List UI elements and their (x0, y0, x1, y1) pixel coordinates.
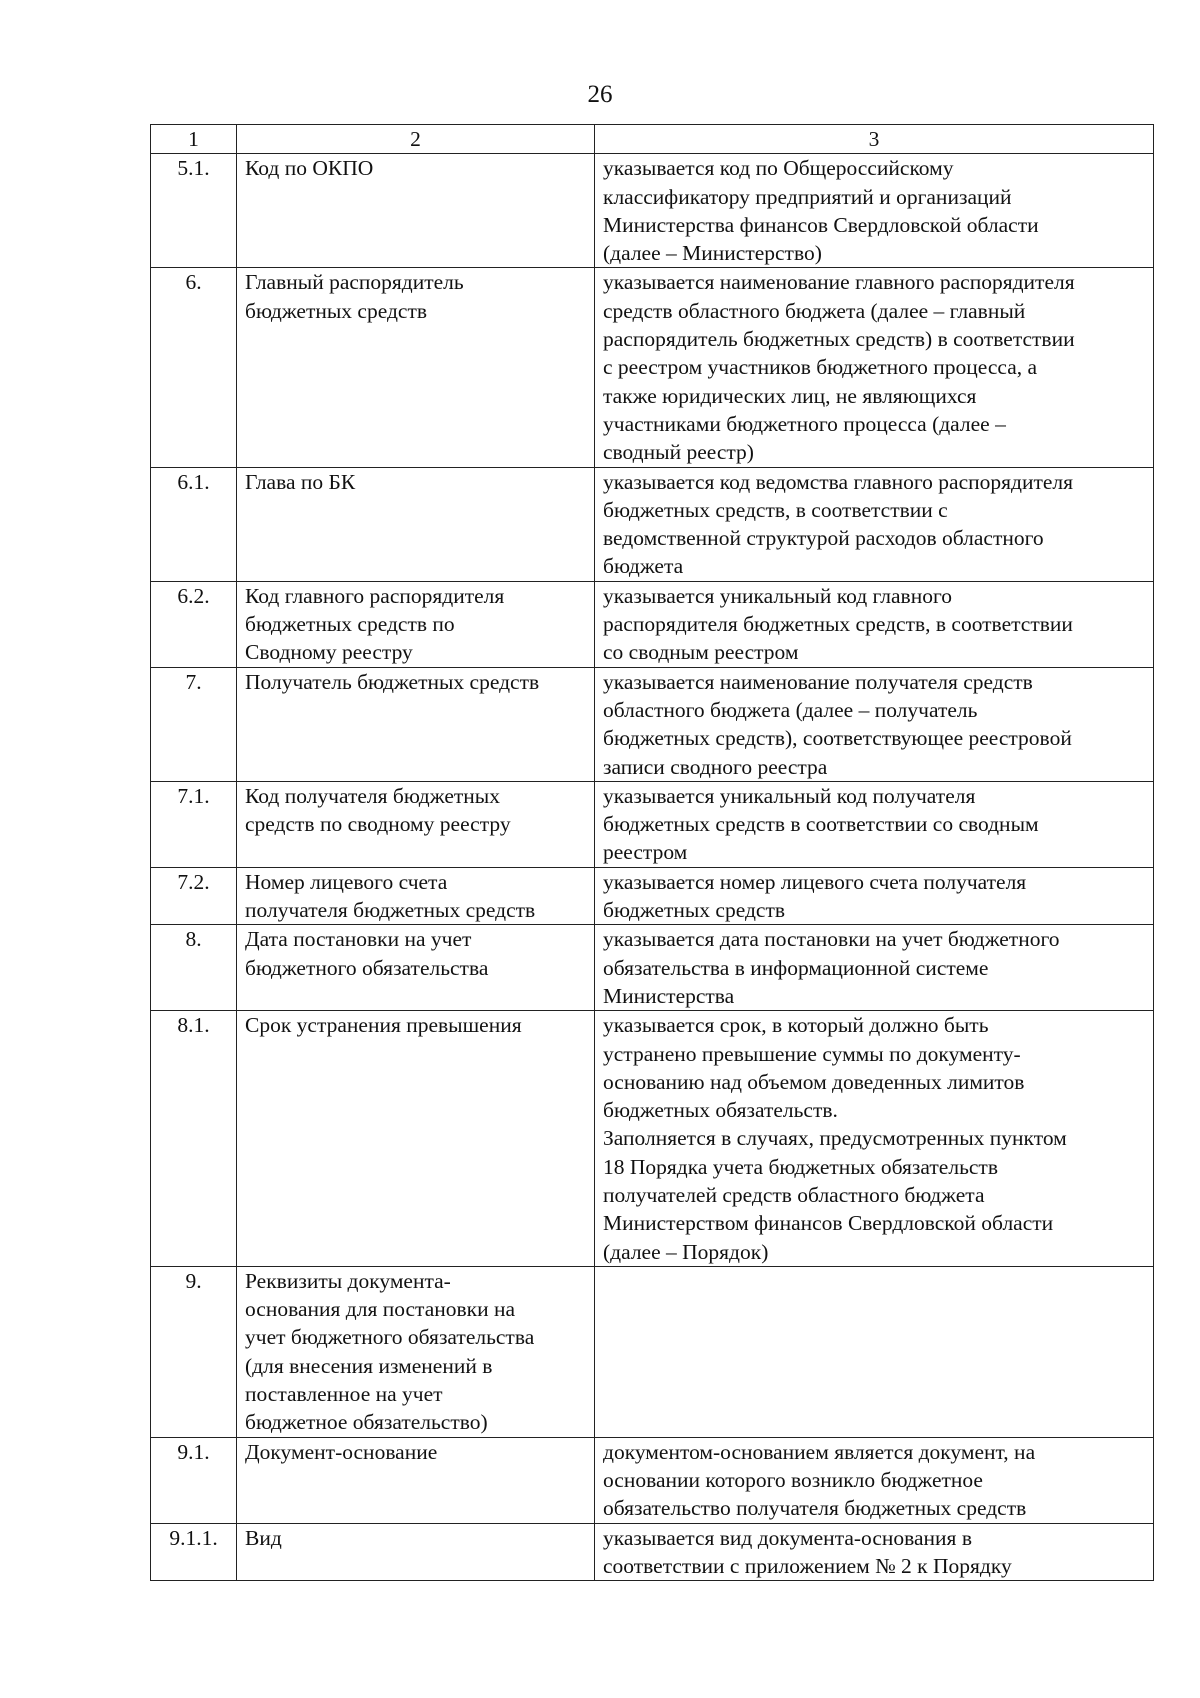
field-name-line: поставленное на учет (245, 1382, 443, 1407)
field-name-line: учет бюджетного обязательства (245, 1325, 535, 1350)
table-row (151, 467, 1154, 581)
table-row (151, 867, 1154, 925)
header-cell-3: 3 (595, 125, 1154, 154)
field-name (237, 1011, 595, 1267)
field-description (595, 781, 1154, 867)
field-description-line: записи сводного реестра (603, 754, 828, 779)
page-number: 26 (587, 81, 613, 108)
field-name-line: Код по ОКПО (245, 156, 374, 181)
field-description-line: (далее – Порядок) (603, 1239, 769, 1264)
field-description-line: указывается уникальный код главного (603, 583, 952, 608)
field-description (595, 1011, 1154, 1267)
field-description-line: соответствии с приложением № 2 к Порядку (603, 1553, 1012, 1578)
requisites-table (150, 124, 1154, 1581)
field-description (595, 867, 1154, 925)
field-description-line: указывается код ведомства главного распорядителя (603, 469, 1074, 494)
row-number: 6.2. (151, 581, 237, 667)
table-row (151, 1523, 1154, 1581)
field-description-line: обязательство получателя бюджетных средств (603, 1496, 1027, 1521)
field-name-line: Глава по БК (245, 469, 356, 494)
field-description-line: ведомственной структурой расходов областного (603, 526, 1044, 551)
table-header-row (151, 125, 1154, 154)
field-name-line: Документ-основание (245, 1439, 438, 1464)
field-description-line: указывается вид документа-основания в (603, 1525, 972, 1550)
field-description (595, 154, 1154, 268)
table-row (151, 925, 1154, 1011)
field-name-line: Номер лицевого счета (245, 869, 448, 894)
field-description-line: сводный реестр) (603, 440, 754, 465)
field-name (237, 581, 595, 667)
field-name (237, 154, 595, 268)
field-description-line: бюджетных обязательств. (603, 1098, 838, 1123)
table-row (151, 581, 1154, 667)
field-description-line: бюджетных средств, в соответствии с (603, 497, 948, 522)
row-number: 7. (151, 667, 237, 781)
header-cell-2: 2 (237, 125, 595, 154)
field-description (595, 1437, 1154, 1523)
table-row (151, 1437, 1154, 1523)
row-number: 6. (151, 268, 237, 467)
table-row (151, 781, 1154, 867)
field-name-line: Код главного распорядителя (245, 583, 505, 608)
field-description (595, 925, 1154, 1011)
row-number: 6.1. (151, 467, 237, 581)
field-description-line: со сводным реестром (603, 640, 799, 665)
field-name-line: средств по сводному реестру (245, 812, 511, 837)
row-number: 9.1.1. (151, 1523, 237, 1581)
field-description (595, 467, 1154, 581)
field-name (237, 925, 595, 1011)
field-description-line: указывается код по Общероссийскому (603, 156, 954, 181)
field-name-line: получателя бюджетных средств (245, 898, 536, 923)
field-description-line: Заполняется в случаях, предусмотренных пунктом (603, 1126, 1067, 1151)
row-number: 8.1. (151, 1011, 237, 1267)
field-name-line: Дата постановки на учет (245, 927, 472, 952)
field-description-line: распорядитель бюджетных средств) в соответствии (603, 327, 1075, 352)
field-name-line: бюджетного обязательства (245, 955, 489, 980)
field-description-line: обязательства в информационной системе (603, 955, 989, 980)
field-description (595, 268, 1154, 467)
field-name-line: Вид (245, 1525, 282, 1550)
row-number: 7.2. (151, 867, 237, 925)
row-number: 8. (151, 925, 237, 1011)
header-cell-1: 1 (151, 125, 237, 154)
field-description-line: (далее – Министерство) (603, 241, 822, 266)
field-description-line: основанию над объемом доведенных лимитов (603, 1069, 1025, 1094)
field-name (237, 1266, 595, 1437)
field-description-line: также юридических лиц, не являющихся (603, 383, 977, 408)
field-name (237, 1523, 595, 1581)
field-name-line: бюджетных средств (245, 298, 428, 323)
field-name (237, 467, 595, 581)
field-name-line: Получатель бюджетных средств (245, 669, 540, 694)
row-number: 7.1. (151, 781, 237, 867)
field-name-line: Главный распорядитель (245, 270, 464, 295)
field-name-line: Реквизиты документа- (245, 1268, 451, 1293)
field-description-line: Министерства (603, 983, 735, 1008)
field-name-line: основания для постановки на (245, 1297, 516, 1322)
field-description-line: областного бюджета (далее – получатель (603, 697, 978, 722)
field-description-line: бюджета (603, 554, 684, 579)
field-name-line: Срок устранения превышения (245, 1013, 522, 1038)
field-description-line: документом-основанием является документ, на (603, 1439, 1036, 1464)
field-description (595, 667, 1154, 781)
field-name-line: Сводному реестру (245, 640, 413, 665)
field-description-line: средств областного бюджета (далее – главный (603, 298, 1026, 323)
field-name-line: бюджетное обязательство) (245, 1410, 488, 1435)
field-name-line: бюджетных средств по (245, 612, 455, 637)
field-description-line: реестром (603, 840, 688, 865)
row-number: 9.1. (151, 1437, 237, 1523)
field-description (595, 581, 1154, 667)
table-row (151, 268, 1154, 467)
field-description-line: указывается наименование главного распорядителя (603, 270, 1075, 295)
row-number: 9. (151, 1266, 237, 1437)
field-description-line: распорядителя бюджетных средств, в соответствии (603, 612, 1073, 637)
field-name-line: (для внесения изменений в (245, 1353, 493, 1378)
table-row (151, 1266, 1154, 1437)
field-description-line: получателей средств областного бюджета (603, 1182, 985, 1207)
field-description-line: указывается уникальный код получателя (603, 783, 976, 808)
field-description-line: Министерства финансов Свердловской области (603, 212, 1039, 237)
field-description-line: указывается номер лицевого счета получателя (603, 869, 1027, 894)
field-name (237, 781, 595, 867)
field-description-line: классификатору предприятий и организаций (603, 184, 1012, 209)
row-number: 5.1. (151, 154, 237, 268)
field-description-line: бюджетных средств), соответствующее реестровой (603, 726, 1072, 751)
field-description-line: указывается срок, в который должно быть (603, 1013, 989, 1038)
field-name (237, 667, 595, 781)
field-name (237, 1437, 595, 1523)
table-row (151, 667, 1154, 781)
field-description-line: участниками бюджетного процесса (далее – (603, 411, 1006, 436)
field-name-line: Код получателя бюджетных (245, 783, 500, 808)
field-description-line: с реестром участников бюджетного процесса, а (603, 355, 1038, 380)
field-description-line: бюджетных средств (603, 898, 786, 923)
field-name (237, 268, 595, 467)
table-row (151, 154, 1154, 268)
table-row (151, 1011, 1154, 1267)
field-description-line: указывается дата постановки на учет бюджетного (603, 927, 1060, 952)
field-name (237, 867, 595, 925)
field-description (595, 1523, 1154, 1581)
field-description-line: Министерством финансов Свердловской области (603, 1211, 1054, 1236)
field-description-line: 18 Порядка учета бюджетных обязательств (603, 1154, 998, 1179)
field-description-line: основании которого возникло бюджетное (603, 1467, 983, 1492)
field-description (595, 1266, 1154, 1437)
field-description-line: указывается наименование получателя средств (603, 669, 1033, 694)
field-description-line: бюджетных средств в соответствии со сводным (603, 812, 1039, 837)
field-description-line: устранено превышение суммы по документу- (603, 1041, 1021, 1066)
